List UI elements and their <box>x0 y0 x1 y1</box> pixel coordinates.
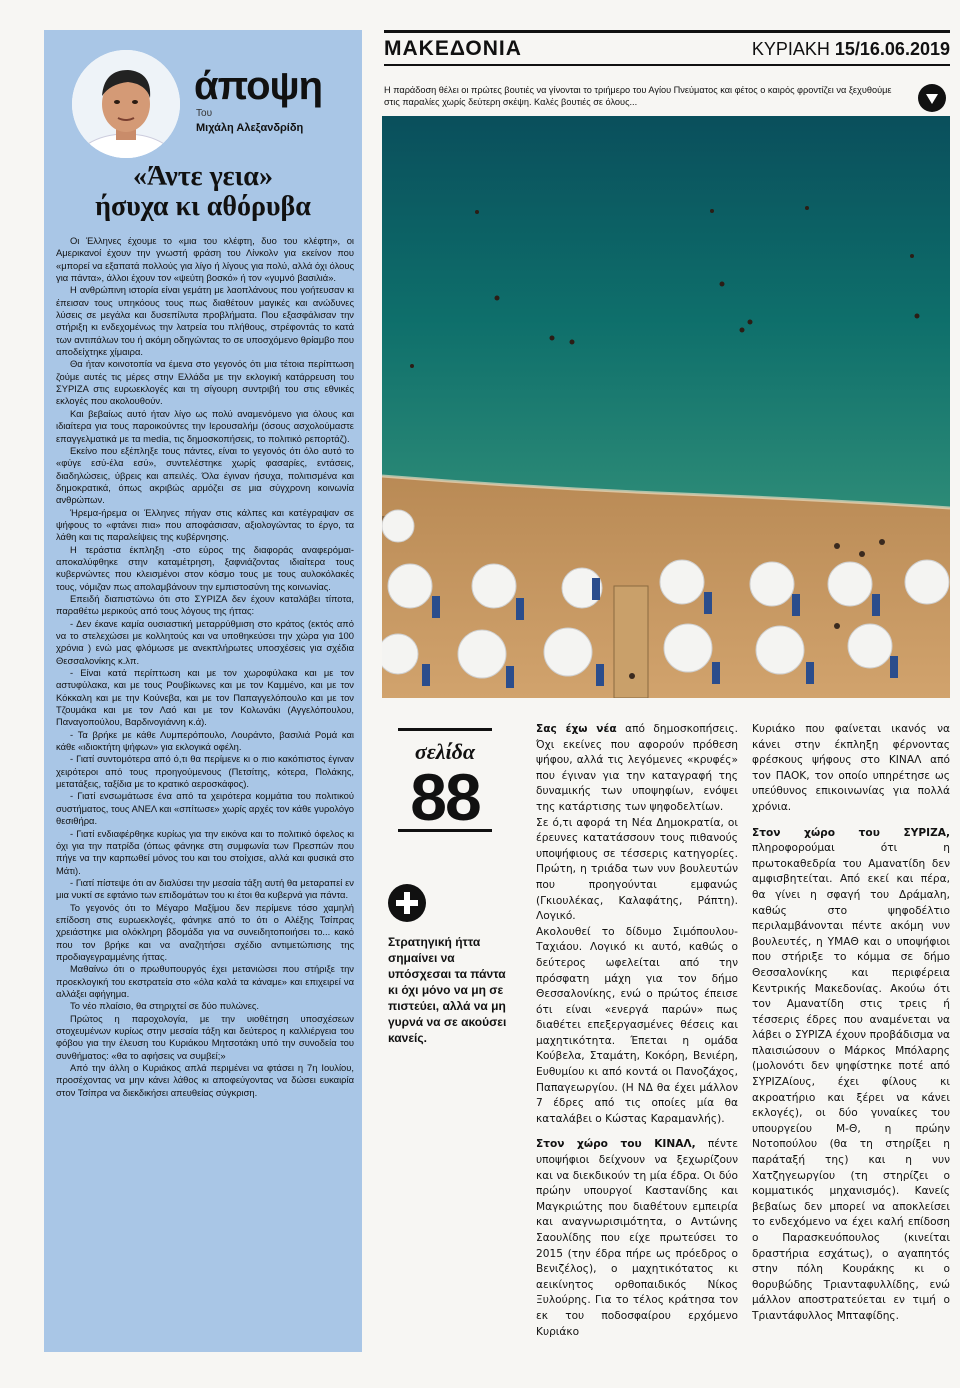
opinion-paragraph: Πρώτος η παροχολογία, με την υιοθέτηση υποσχέσεων στοχευμένων κυρίως στην μεσαία τάξη και δεύτερος η καλλιέργεια του φόβου για την έλευση του Κυριάκου Μητσοτάκη υπό την συνοδεία του συνθήματος: «θα το αφήσεις να συμβεί;» <box>56 1012 354 1061</box>
beach-photo <box>382 116 950 698</box>
author-name: Μιχάλη Αλεξανδρίδη <box>196 122 304 134</box>
masthead <box>384 30 950 66</box>
article-text: πέντε υποψήφιοι δείχνουν να ξεχωρίζουν και να διεκδικούν τη μία έδρα. Οι δύο πρώην υπουργοί Καστανίδης και Μαγκριώτης που διαθέτουν εμπειρία και αναγνωρισιμότητα, ο Αντώνης Σαουλίδης που είχε πρωτεύσει το 2015 (την έδρα πήρε ως πρόεδρος ο Βενιζέλος), ο μαχητικότατος κι αεικίνητος ορθοπαιδικός Νίκος Ξυλούρης. Για το τέλος κράτησα τον εκ του ποδοσφαίρου ερχόμενο Κυριάκο <box>536 1138 738 1338</box>
section-label: άποψη <box>194 64 323 108</box>
article-paragraph: Σε ό,τι αφορά τη Νέα Δημοκρατία, οι έρευνες κατατάσσουν τους πιθανούς υποψήφιους σε τέσσερις κατηγορίες. Πρώτη, η τριάδα των νυν βουλευτών που προηγούνται εμφανώς (Γκιουλέκας, Καλαφάτης, Ράπτη). Λογικό. <box>536 816 738 923</box>
article-column-1 <box>536 722 738 1340</box>
opinion-paragraph: Η τεράστια έκπληξη -στο εύρος της διαφοράς αναφερόμαι- αποκαλύφθηκε στην καταμέτρηση, ξαφνιάζοντας ιδιαίτερα τους κυβερνώντες που κλεισμένοι στον κόσμο τους με τους αυλοκόλακές τους, νόμιζαν πως απολαμβάνουν την εμπιστοσύνη της κοινωνίας. <box>56 543 354 592</box>
article-text: από δημοσκοπήσεις. Όχι εκείνες που αφορούν πρόθεση ψήφου, αλλά τις λεγόμενες «κρυφές» που έγιναν για την καταγραφή της δυναμικής των υποψηφίων, ενόψει της κατάρτισης των ψηφοδελτίων. <box>536 723 738 813</box>
photo-caption: Η παράδοση θέλει οι πρώτες βουτιές να γίνονται το τριήμερο του Αγίου Πνεύματος και φέτος ο καιρός φροντίζει να ξεχυθούμε στις παραλίες χωρίς δεύτερη σκέψη. Καλές βουτιές σε όλους... <box>384 85 892 107</box>
article-lead: Σας έχω νέα <box>536 723 617 735</box>
opinion-paragraph: Επειδή διαπιστώνω ότι στο ΣΥΡΙΖΑ δεν έχουν καταλάβει τίποτα, παραθέτω μερικούς από τους λόγους της ήττας: <box>56 592 354 617</box>
chevron-down-icon <box>918 84 946 112</box>
opinion-paragraph: Και βεβαίως αυτό ήταν λίγο ως πολύ αναμενόμενο για όλους και ιδιαίτερα για τους παροικούντες την Ιερουσαλήμ (όσους ασχολούμαστε επαγγελματικά με τα media, τις δημοσκοπήσεις, το πολιτικό ρεπορτάζ). <box>56 407 354 444</box>
opinion-paragraph: Οι Έλληνες έχουμε το «μια του κλέφτη, δυο του κλέφτη», οι Αμερικανοί έχουν την γνωστή φράση του Λίνκολν για εκείνον που «μπορεί να εξαπατά πολλούς για λίγο ή λίγους για πολύ, αλλά όχι όλους για πάντα», άλλοι έχουν τον «ψεύτη βοσκό» ή τον «γυμνό βασιλιά». <box>56 235 354 284</box>
beach-aerial-image <box>382 116 950 698</box>
article-text: πληροφορούμαι ότι η πρωτοκαθεδρία του Αμανατίδη δεν αμφισβητείται. Από εκεί και πέρα, θα γίνει η σφαγή του Δράμαλη, καθώς στο ψηφοδέλτιο περιλαμβάνονται πέντε ακόμη νυν βουλευτές, η ΥΜΑΘ και ο υποψήφιοι που στήριξε το κόμμα σε δήμο Θεσσαλονίκης και περιφέρεια Κεντρικής Μακεδονίας. Ακούω ότι τον Αμανατίδη στις τρεις ή τέσσερις έδρες που αναμένεται να λάβει ο ΣΥΡΙΖΑ έχουν προβάδισμα να πλαισιώσουν ο Μάρκος Μπόλαρης (μολονότι δεν ψηφίστηκε ποτέ από ΣΥΡΙΖΑίους, έχει φίλους κι ακροατήριο και ξέρει να κάνει εκλογές), οι δύο γυναίκες του υπουργείου Μ-Θ, η πρώην Νοτοπούλου (θα τη στηρίξει η παράταξή της) και η νυν Χατζηγεωργίου (τη στηρίζει ο κομματικός μηχανισμός). Κανείς βεβαίως δεν μπορεί να αποκλείσει το ενδεχόμενο να έχει καλή επίδοση ο Παρασκευόπουλος (κινείται δραστήρια εσχάτως), ο αγαπητός στην πόλη Κουράκης κι ο θορυβώδης Τριανταφυλλίδης, ενώ μάλλον αποστρατεύεται εν τιμή ο Τριαντάφυλλος Μπταφίδης. <box>752 842 950 1322</box>
opinion-paragraph: Η ανθρώπινη ιστορία είναι γεμάτη με λαοπλάνους που γοήτευσαν κι έπεισαν τους υπηκόους τους πως διαθέτουν μαγικές και ανώδυνες λύσεις σε μεγάλα και δυσεπίλυτα προβλήματα. Που εξασφάλισαν την στήριξη κι ενδεχομένως την λατρεία του πλήθους, στρέφοντάς το κατά των αντιπάλων του ή ακόμη οδηγώντας το σε υποσχόμενο θρίαμβο που αποδείχτηκε χίμαιρα. <box>56 284 354 358</box>
issue-day: ΚΥΡΙΑΚΗ <box>751 39 830 59</box>
headline-line-1: «Άντε γεια» <box>133 161 273 192</box>
plus-icon <box>388 884 426 922</box>
opinion-paragraph: - Είναι κατά περίπτωση και με τον χωροφύλακα και με τον αστυφύλακα, και με τους Ρουβίκωνες και με τον Καμμένο, και με τον Κόκκαλη και με την Κούνεβα, και με τον Παπαγγελόπουλο και με τον Τζουμάκα και με τον Λαό και με τον Κολωνάκι (Αγγελόπουλου, Παναγοπούλου, Βαρδινογιάννη κ.ά). <box>56 667 354 728</box>
page-label: σελίδα <box>414 739 476 764</box>
page-number: 88 <box>410 760 480 834</box>
issue-date-value: 15/16.06.2019 <box>834 39 950 59</box>
opinion-paragraph: - Γιατί πίστεψε ότι αν διαλύσει την μεσαία τάξη αυτή θα μεταραπεί εν μια νυκτί σε εφτάνιο των επιδομάτων του κι έτοι θα κυβερνά για πάντα. <box>56 876 354 901</box>
opinion-paragraph: Εκείνο που εξέπληξε τους πάντες, είναι το γεγονός ότι όλο αυτό το «φύγε εσύ-έλα εσύ», συντελέστηκε χωρίς φασαρίες, εντάσεις, διαδηλώσεις, ύβρεις και απειλές. Όλα έγιναν ήσυχα, πολιτισμένα και δημοκρατικά, όπως ακριβώς αρμόζει σε μια σύγχρονη κοινωνία ανθρώπων. <box>56 444 354 506</box>
article-paragraph <box>752 826 950 1325</box>
opinion-paragraph: Το γεγονός ότι το Μέγαρο Μαξίμου δεν περίμενε τόσο χαμηλή επίδοση στις ευρωεκλογές, φάνηκε από το ότι ο Αλέξης Τσίπρας χρειάστηκε μια ολόκληρη βδομάδα για να συνειδητοποιήσει το... κακό που τον βρήκε και να αναζητήσει σχέδιο αντιμετώπισης της προδιαγεγραμμένης ήττας. <box>56 901 354 962</box>
article-paragraph: Κυριάκο που φαίνεται ικανός να κάνει στην έκπληξη φέρνοντας φρέσκους ψήφους στο ΚΙΝΑΛ από τον ΠΑΟΚ, τον οποίο υπηρέτησε ως υπεύθυνος επικοινωνίας για πολλά χρόνια. <box>752 723 950 813</box>
opinion-paragraph: - Δεν έκανε καμία ουσιαστική μεταρρύθμιση στο κράτος (εκτός από να το στελεχώσει με κολλητούς και να υποθηκεύσει την χώρα για 100 χρόνια ) ενώ μας φλόμωσε με ανεκπλήρωτες υποσχέσεις για σχέδια Θεσσαλονίκης κ.λπ. <box>56 617 354 666</box>
newspaper-name: ΜΑΚΕΔΟΝΙΑ <box>384 37 522 60</box>
opinion-paragraph: - Τα βρήκε με κάθε Λυμπερόπουλο, Λουράντο, βασιλιά Ρομά και κάθε «ιδιοκτήτη ψήφων» για εκλογικά οφέλη. <box>56 728 354 753</box>
opinion-column <box>44 30 362 1352</box>
opinion-paragraph: Από την άλλη ο Κυριάκος απλά περιμένει να φτάσει η 7η Ιουλίου, προσέχοντας να μην κάνει λάθος κι αποφεύγοντας να δώσει ευκαιρία στον Τσίπρα να διεκδικήσει απευθείας σύγκριση. <box>56 1062 354 1098</box>
sidebar-quote: Στρατηγική ήττα σημαίνει να υπόσχεσαι τα πάντα κι όχι μόνο να μη σε πιστεύει, αλλά να μη γυρνά να σε ακούσει κανείς. <box>388 935 507 1045</box>
opinion-paragraph: Θα ήταν κοινοτοπία να έμενα στο γεγονός ότι μια τέτοια περίπτωση ζούμε αυτές τις μέρες στην Ελλάδα με την εκλογική κατάρρευση του ΣΥΡΙΖΑ στις ευρωεκλογές και τη σίγουρη συντριβή του στις εθνικές εκλογές που ακολουθούν. <box>56 358 354 407</box>
opinion-paragraph: - Γιατί συντομότερα από ό,τι θα περίμενε κι ο πιο κακόπιστος έγιναν χειρότεροι από τους προηγούμενους (Πετσίτης, κότερα, Πολάκης, μετατάξεις, ταξίδια με το κρατικό αεροσκάφος). <box>56 753 354 790</box>
article-column-2 <box>752 722 950 1325</box>
issue-date <box>752 39 950 60</box>
opinion-paragraph: Ήρεμα-ήρεμα οι Έλληνες πήγαν στις κάλπες και κατέγραψαν σε ψήφους το «φτάνει πια» που αποφάσισαν, αξιολογώντας το έργο, τα λάθη και τις παραλείψεις της κυβέρνησης. <box>56 506 354 543</box>
article-paragraph <box>536 1137 738 1340</box>
author-photo <box>72 50 180 158</box>
article-lead: Στον χώρο του ΚΙΝΑΛ, <box>536 1138 696 1151</box>
opinion-body <box>56 235 354 1099</box>
article-paragraph <box>536 722 738 816</box>
opinion-paragraph: - Γιατί ενδιαφέρθηκε κυρίως για την εικόνα και το πολιτικό όφελος κι όχι για την πατρίδα (όπως φάνηκε στη συμφωνία των Πρεσπών που πήγε να την καρπωθεί μόνος του και του στοίχισε, αλλά και φυσικά στο Μάτι). <box>56 827 354 876</box>
article-lead: Στον χώρο του ΣΥΡΙΖΑ, <box>752 826 950 839</box>
opinion-paragraph: Μαθαίνω ότι ο πρωθυπουργός έχει μετανιώσει που στήριξε την προεκλογική του εκστρατεία στο «όλα καλά τα κάναμε» και επιχειρεί να αλλάξει αφήγημα. <box>56 963 354 999</box>
author-prefix: Του <box>196 108 213 119</box>
headline-line-2: ήσυχα κι αθόρυβα <box>95 191 311 222</box>
article-paragraph: Ακολουθεί το δίδυμο Σιμόπουλου-Ταχιάου. Λογικό κι αυτό, καθώς ο δεύτερος ωφελείται από την πρόσφατη μάχη για τον δήμο Θεσσαλονίκης, ενώ ο πρώτος έπεισε ότι είναι «ενεργά παρών» πως διαθέτει επεξεργασμένες θέσεις και μαχητικότητα. Έπεται η ομάδα Κούβελα, Σταμάτη, Κοκόρη, Βενιέρη, Ευθυμίου κι από κοντά οι Πανοζάχος, Παπαγεωργίου. (Η ΝΔ θα έχει μάλλον 7 έδρες από τις οποίες μία θα καταλάβει ο Κώστας Καραμανλής). <box>536 925 738 1125</box>
page-marker <box>398 728 492 832</box>
opinion-paragraph: - Γιατί ενσωμάτωσε ένα από τα χειρότερα κομμάτια του πολιτικού συστήματος, τους ΑΝΕΛ και «σπίτωσε» χωρίς αρχές τον κάθε γυρολόγο θεσιθήρα. <box>56 790 354 827</box>
author-avatar <box>72 50 180 158</box>
opinion-headline <box>44 162 362 222</box>
opinion-paragraph: Το νέο πλαίσιο, θα στηριχτεί σε δύο πυλώνες. <box>70 1000 260 1012</box>
